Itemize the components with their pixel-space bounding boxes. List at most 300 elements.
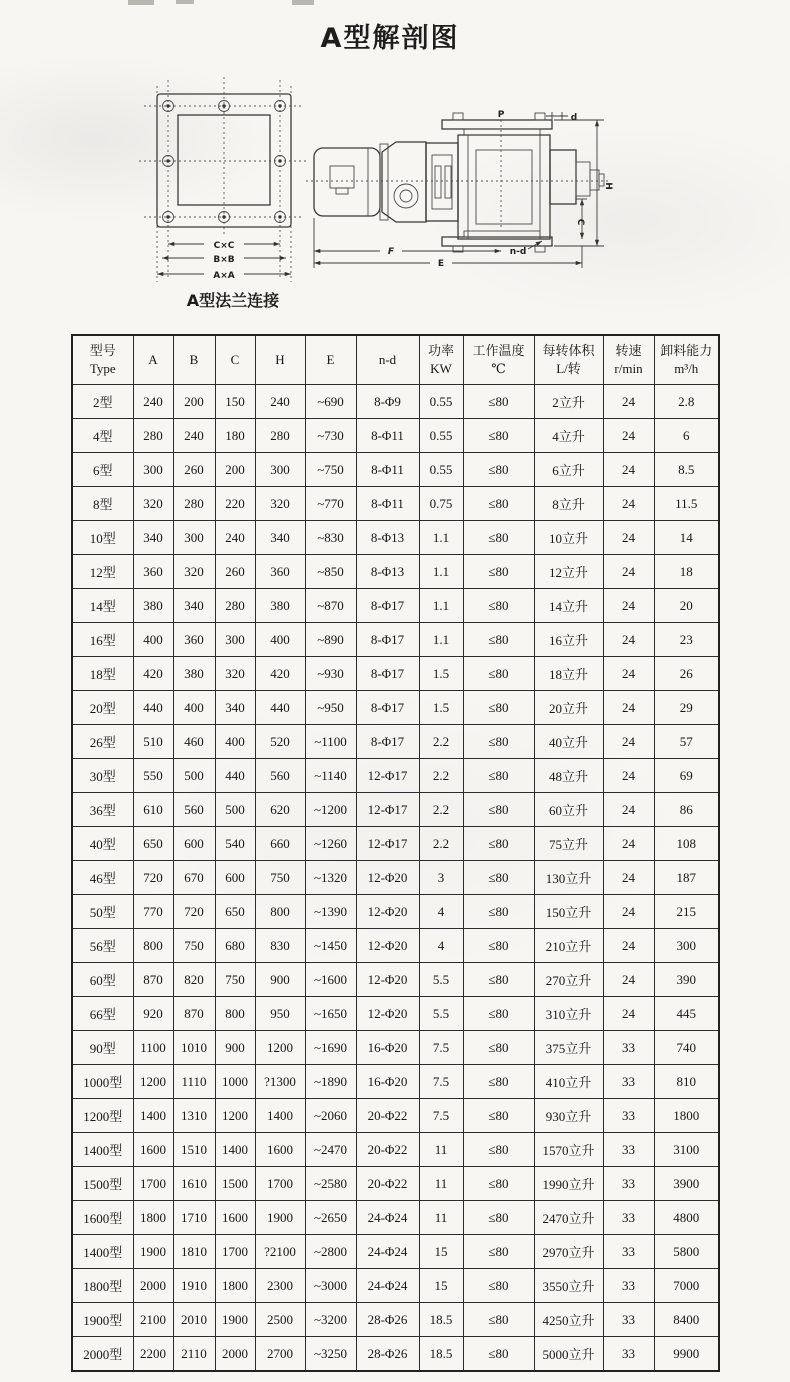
value-cell: ≤80: [463, 895, 534, 929]
value-cell: ≤80: [463, 589, 534, 623]
model-cell: 8型: [72, 487, 133, 521]
value-cell: 24: [603, 895, 654, 929]
value-cell: 14: [654, 521, 719, 555]
col-header-2: B: [173, 335, 215, 385]
model-cell: 16型: [72, 623, 133, 657]
value-cell: 240: [215, 521, 255, 555]
value-cell: 2300: [255, 1269, 305, 1303]
model-cell: 66型: [72, 997, 133, 1031]
col-header-6: n-d: [356, 335, 419, 385]
value-cell: 33: [603, 1201, 654, 1235]
value-cell: 69: [654, 759, 719, 793]
value-cell: 320: [173, 555, 215, 589]
value-cell: 1400: [215, 1133, 255, 1167]
value-cell: ~1890: [305, 1065, 356, 1099]
value-cell: 8-Φ13: [356, 555, 419, 589]
value-cell: 1.1: [419, 555, 463, 589]
gear-reducer: [380, 142, 426, 222]
value-cell: 8-Φ17: [356, 725, 419, 759]
value-cell: 57: [654, 725, 719, 759]
value-cell: 800: [133, 929, 173, 963]
table-row: [72, 1099, 719, 1133]
value-cell: 310立升: [534, 997, 603, 1031]
col-header-5: E: [305, 335, 356, 385]
scan-artifact: [292, 0, 314, 5]
value-cell: 24: [603, 759, 654, 793]
value-cell: 920: [133, 997, 173, 1031]
value-cell: ~770: [305, 487, 356, 521]
value-cell: 4800: [654, 1201, 719, 1235]
value-cell: 260: [215, 555, 255, 589]
value-cell: 900: [255, 963, 305, 997]
table-row: [72, 453, 719, 487]
value-cell: 11: [419, 1201, 463, 1235]
value-cell: 20-Φ22: [356, 1133, 419, 1167]
table-row: [72, 759, 719, 793]
dim-label-c: C: [575, 218, 585, 226]
value-cell: 1500: [215, 1167, 255, 1201]
model-cell: 1400型: [72, 1235, 133, 1269]
value-cell: 280: [255, 419, 305, 453]
value-cell: 9900: [654, 1337, 719, 1372]
value-cell: ≤80: [463, 487, 534, 521]
value-cell: 2500: [255, 1303, 305, 1337]
value-cell: 1200: [215, 1099, 255, 1133]
value-cell: 750: [255, 861, 305, 895]
value-cell: 6: [654, 419, 719, 453]
value-cell: 8-Φ9: [356, 385, 419, 419]
value-cell: 340: [133, 521, 173, 555]
value-cell: 600: [173, 827, 215, 861]
value-cell: 4250立升: [534, 1303, 603, 1337]
value-cell: 33: [603, 1031, 654, 1065]
dim-label-axa: A×A: [213, 271, 235, 281]
value-cell: 1510: [173, 1133, 215, 1167]
value-cell: ~1690: [305, 1031, 356, 1065]
model-cell: 2000型: [72, 1337, 133, 1372]
model-cell: 30型: [72, 759, 133, 793]
value-cell: ≤80: [463, 1269, 534, 1303]
dim-label-cxc: C×C: [213, 241, 235, 251]
value-cell: 1800: [654, 1099, 719, 1133]
value-cell: 20-Φ22: [356, 1167, 419, 1201]
value-cell: ~1320: [305, 861, 356, 895]
value-cell: 2200: [133, 1337, 173, 1372]
value-cell: 520: [255, 725, 305, 759]
value-cell: ~1390: [305, 895, 356, 929]
value-cell: 200: [173, 385, 215, 419]
value-cell: 2970立升: [534, 1235, 603, 1269]
value-cell: 1600: [255, 1133, 305, 1167]
table-row: [72, 827, 719, 861]
value-cell: ≤80: [463, 1167, 534, 1201]
value-cell: 1.1: [419, 521, 463, 555]
flange-drawing-svg: [138, 72, 328, 286]
value-cell: 1600: [133, 1133, 173, 1167]
value-cell: 240: [255, 385, 305, 419]
model-cell: 1200型: [72, 1099, 133, 1133]
value-cell: 360: [255, 555, 305, 589]
value-cell: 2100: [133, 1303, 173, 1337]
value-cell: 14立升: [534, 589, 603, 623]
value-cell: 380: [133, 589, 173, 623]
value-cell: 440: [215, 759, 255, 793]
value-cell: 3900: [654, 1167, 719, 1201]
header-row: [72, 335, 719, 385]
value-cell: 33: [603, 1337, 654, 1372]
section-centerlines: [306, 120, 608, 228]
value-cell: 2110: [173, 1337, 215, 1372]
dim-label-p: P: [497, 110, 505, 120]
value-cell: 1710: [173, 1201, 215, 1235]
value-cell: 7.5: [419, 1031, 463, 1065]
value-cell: 540: [215, 827, 255, 861]
drive-guard: [426, 143, 458, 221]
value-cell: 33: [603, 1133, 654, 1167]
value-cell: 12-Φ20: [356, 963, 419, 997]
value-cell: 670: [173, 861, 215, 895]
value-cell: 1.1: [419, 623, 463, 657]
value-cell: 11: [419, 1133, 463, 1167]
valve-body: [442, 113, 552, 252]
value-cell: ~1600: [305, 963, 356, 997]
value-cell: 1800: [215, 1269, 255, 1303]
value-cell: 108: [654, 827, 719, 861]
value-cell: 1990立升: [534, 1167, 603, 1201]
value-cell: 4: [419, 929, 463, 963]
value-cell: 720: [133, 861, 173, 895]
model-cell: 1000型: [72, 1065, 133, 1099]
value-cell: ~2060: [305, 1099, 356, 1133]
value-cell: 23: [654, 623, 719, 657]
value-cell: 18.5: [419, 1303, 463, 1337]
value-cell: 12-Φ17: [356, 793, 419, 827]
value-cell: ≤80: [463, 385, 534, 419]
table-row: [72, 1133, 719, 1167]
table-row: [72, 1031, 719, 1065]
value-cell: 8-Φ11: [356, 453, 419, 487]
table-row: [72, 793, 719, 827]
value-cell: ~1140: [305, 759, 356, 793]
value-cell: 1.1: [419, 589, 463, 623]
flange-caption: A型法兰连接: [186, 291, 280, 310]
value-cell: 950: [255, 997, 305, 1031]
value-cell: 1310: [173, 1099, 215, 1133]
value-cell: 1.5: [419, 691, 463, 725]
value-cell: 240: [173, 419, 215, 453]
value-cell: 24-Φ24: [356, 1235, 419, 1269]
value-cell: 2700: [255, 1337, 305, 1372]
value-cell: 7000: [654, 1269, 719, 1303]
dim-label-e: E: [437, 259, 445, 269]
table-row: [72, 419, 719, 453]
value-cell: 360: [133, 555, 173, 589]
value-cell: 900: [215, 1031, 255, 1065]
value-cell: ~2580: [305, 1167, 356, 1201]
value-cell: 24-Φ24: [356, 1269, 419, 1303]
value-cell: ≤80: [463, 1201, 534, 1235]
value-cell: 15: [419, 1235, 463, 1269]
value-cell: 3100: [654, 1133, 719, 1167]
value-cell: 5800: [654, 1235, 719, 1269]
value-cell: 2.2: [419, 827, 463, 861]
value-cell: 150立升: [534, 895, 603, 929]
dim-label-h: H: [603, 182, 613, 190]
value-cell: ≤80: [463, 623, 534, 657]
value-cell: 4: [419, 895, 463, 929]
dim-label-nd: n-d: [509, 247, 527, 257]
value-cell: ≤80: [463, 555, 534, 589]
value-cell: ~750: [305, 453, 356, 487]
value-cell: 2470立升: [534, 1201, 603, 1235]
table-row: [72, 385, 719, 419]
value-cell: 400: [133, 623, 173, 657]
table-row: [72, 1337, 719, 1372]
model-cell: 6型: [72, 453, 133, 487]
value-cell: 800: [215, 997, 255, 1031]
col-header-9: 每转体积 L/转: [534, 335, 603, 385]
model-cell: 1900型: [72, 1303, 133, 1337]
scan-artifact: [128, 0, 154, 5]
value-cell: 8-Φ17: [356, 589, 419, 623]
value-cell: 5.5: [419, 963, 463, 997]
value-cell: 400: [255, 623, 305, 657]
value-cell: 340: [173, 589, 215, 623]
value-cell: ≤80: [463, 691, 534, 725]
page-title: A型解剖图: [320, 23, 460, 54]
value-cell: 2.2: [419, 725, 463, 759]
value-cell: 375立升: [534, 1031, 603, 1065]
value-cell: 8-Φ11: [356, 419, 419, 453]
value-cell: 380: [173, 657, 215, 691]
value-cell: ≤80: [463, 725, 534, 759]
value-cell: ≤80: [463, 1337, 534, 1372]
value-cell: 11: [419, 1167, 463, 1201]
value-cell: 5.5: [419, 997, 463, 1031]
value-cell: 400: [215, 725, 255, 759]
model-cell: 1800型: [72, 1269, 133, 1303]
value-cell: 24: [603, 385, 654, 419]
table-row: [72, 895, 719, 929]
value-cell: ~3200: [305, 1303, 356, 1337]
model-cell: 2型: [72, 385, 133, 419]
value-cell: 26: [654, 657, 719, 691]
value-cell: ≤80: [463, 1235, 534, 1269]
value-cell: 420: [255, 657, 305, 691]
value-cell: 12-Φ20: [356, 861, 419, 895]
value-cell: 1900: [215, 1303, 255, 1337]
value-cell: 2010: [173, 1303, 215, 1337]
bearing-housing: [550, 150, 604, 204]
value-cell: 8.5: [654, 453, 719, 487]
value-cell: 3: [419, 861, 463, 895]
value-cell: 1110: [173, 1065, 215, 1099]
table-row: [72, 521, 719, 555]
table-row: [72, 1269, 719, 1303]
value-cell: 8-Φ17: [356, 623, 419, 657]
value-cell: 770: [133, 895, 173, 929]
value-cell: 320: [215, 657, 255, 691]
value-cell: 750: [215, 963, 255, 997]
flange-dimension-lines: [157, 237, 291, 281]
value-cell: 560: [173, 793, 215, 827]
value-cell: 24: [603, 997, 654, 1031]
value-cell: 0.75: [419, 487, 463, 521]
value-cell: 550: [133, 759, 173, 793]
col-header-11: 卸料能力 m³/h: [654, 335, 719, 385]
value-cell: 24: [603, 691, 654, 725]
value-cell: 8-Φ17: [356, 657, 419, 691]
model-cell: 20型: [72, 691, 133, 725]
value-cell: 1010: [173, 1031, 215, 1065]
value-cell: ~830: [305, 521, 356, 555]
value-cell: 750: [173, 929, 215, 963]
value-cell: 24: [603, 725, 654, 759]
value-cell: 1200: [255, 1031, 305, 1065]
col-header-1: A: [133, 335, 173, 385]
value-cell: 24: [603, 657, 654, 691]
value-cell: 11.5: [654, 487, 719, 521]
value-cell: 440: [255, 691, 305, 725]
value-cell: 8-Φ11: [356, 487, 419, 521]
value-cell: 445: [654, 997, 719, 1031]
value-cell: ≤80: [463, 1133, 534, 1167]
value-cell: ~690: [305, 385, 356, 419]
table-row: [72, 997, 719, 1031]
model-cell: 1500型: [72, 1167, 133, 1201]
value-cell: 820: [173, 963, 215, 997]
table-row: [72, 725, 719, 759]
value-cell: 24: [603, 929, 654, 963]
value-cell: 1910: [173, 1269, 215, 1303]
value-cell: ~930: [305, 657, 356, 691]
section-dimensions: [314, 110, 613, 269]
value-cell: 870: [133, 963, 173, 997]
value-cell: ≤80: [463, 759, 534, 793]
value-cell: 240: [133, 385, 173, 419]
value-cell: ~850: [305, 555, 356, 589]
table-row: [72, 555, 719, 589]
value-cell: 200: [215, 453, 255, 487]
value-cell: 16立升: [534, 623, 603, 657]
value-cell: 620: [255, 793, 305, 827]
value-cell: ~2470: [305, 1133, 356, 1167]
model-cell: 56型: [72, 929, 133, 963]
value-cell: 440: [133, 691, 173, 725]
value-cell: 280: [133, 419, 173, 453]
value-cell: 5000立升: [534, 1337, 603, 1372]
value-cell: ≤80: [463, 657, 534, 691]
value-cell: 20-Φ22: [356, 1099, 419, 1133]
value-cell: 560: [255, 759, 305, 793]
value-cell: 300: [133, 453, 173, 487]
value-cell: 650: [133, 827, 173, 861]
value-cell: 15: [419, 1269, 463, 1303]
value-cell: ≤80: [463, 963, 534, 997]
table-row: [72, 1201, 719, 1235]
value-cell: 12-Φ17: [356, 827, 419, 861]
value-cell: 18立升: [534, 657, 603, 691]
value-cell: 400: [173, 691, 215, 725]
value-cell: 1600: [215, 1201, 255, 1235]
value-cell: 16-Φ20: [356, 1065, 419, 1099]
value-cell: 24: [603, 861, 654, 895]
value-cell: 1000: [215, 1065, 255, 1099]
table-row: [72, 657, 719, 691]
value-cell: 40立升: [534, 725, 603, 759]
model-cell: 1600型: [72, 1201, 133, 1235]
value-cell: 2.2: [419, 793, 463, 827]
value-cell: 510: [133, 725, 173, 759]
value-cell: 12-Φ20: [356, 929, 419, 963]
model-cell: 60型: [72, 963, 133, 997]
value-cell: ~1100: [305, 725, 356, 759]
value-cell: 2.2: [419, 759, 463, 793]
value-cell: 86: [654, 793, 719, 827]
value-cell: 460: [173, 725, 215, 759]
value-cell: 1200: [133, 1065, 173, 1099]
table-row: [72, 1303, 719, 1337]
value-cell: 3550立升: [534, 1269, 603, 1303]
value-cell: 24: [603, 453, 654, 487]
value-cell: 8立升: [534, 487, 603, 521]
value-cell: 28-Φ26: [356, 1303, 419, 1337]
value-cell: ~730: [305, 419, 356, 453]
value-cell: 1900: [255, 1201, 305, 1235]
value-cell: 300: [255, 453, 305, 487]
col-header-8: 工作温度 ℃: [463, 335, 534, 385]
value-cell: 270立升: [534, 963, 603, 997]
value-cell: ~890: [305, 623, 356, 657]
model-cell: 12型: [72, 555, 133, 589]
dim-label-bxb: B×B: [213, 255, 235, 265]
value-cell: 24: [603, 521, 654, 555]
value-cell: 360: [173, 623, 215, 657]
value-cell: ~950: [305, 691, 356, 725]
value-cell: 650: [215, 895, 255, 929]
value-cell: ?2100: [255, 1235, 305, 1269]
value-cell: ~1650: [305, 997, 356, 1031]
table-row: [72, 963, 719, 997]
value-cell: 6立升: [534, 453, 603, 487]
col-header-10: 转速 r/min: [603, 335, 654, 385]
value-cell: 1570立升: [534, 1133, 603, 1167]
col-header-7: 功率 KW: [419, 335, 463, 385]
value-cell: ≤80: [463, 1065, 534, 1099]
model-cell: 10型: [72, 521, 133, 555]
value-cell: 720: [173, 895, 215, 929]
motor: [314, 148, 380, 216]
value-cell: 24: [603, 419, 654, 453]
value-cell: 300: [173, 521, 215, 555]
table-row: [72, 1065, 719, 1099]
value-cell: 300: [654, 929, 719, 963]
value-cell: 1810: [173, 1235, 215, 1269]
value-cell: 210立升: [534, 929, 603, 963]
value-cell: 1700: [255, 1167, 305, 1201]
value-cell: 24-Φ24: [356, 1201, 419, 1235]
model-cell: 14型: [72, 589, 133, 623]
value-cell: 830: [255, 929, 305, 963]
value-cell: 33: [603, 1167, 654, 1201]
value-cell: ≤80: [463, 861, 534, 895]
model-cell: 50型: [72, 895, 133, 929]
model-cell: 36型: [72, 793, 133, 827]
value-cell: 1100: [133, 1031, 173, 1065]
value-cell: 29: [654, 691, 719, 725]
value-cell: 7.5: [419, 1065, 463, 1099]
value-cell: 24: [603, 555, 654, 589]
